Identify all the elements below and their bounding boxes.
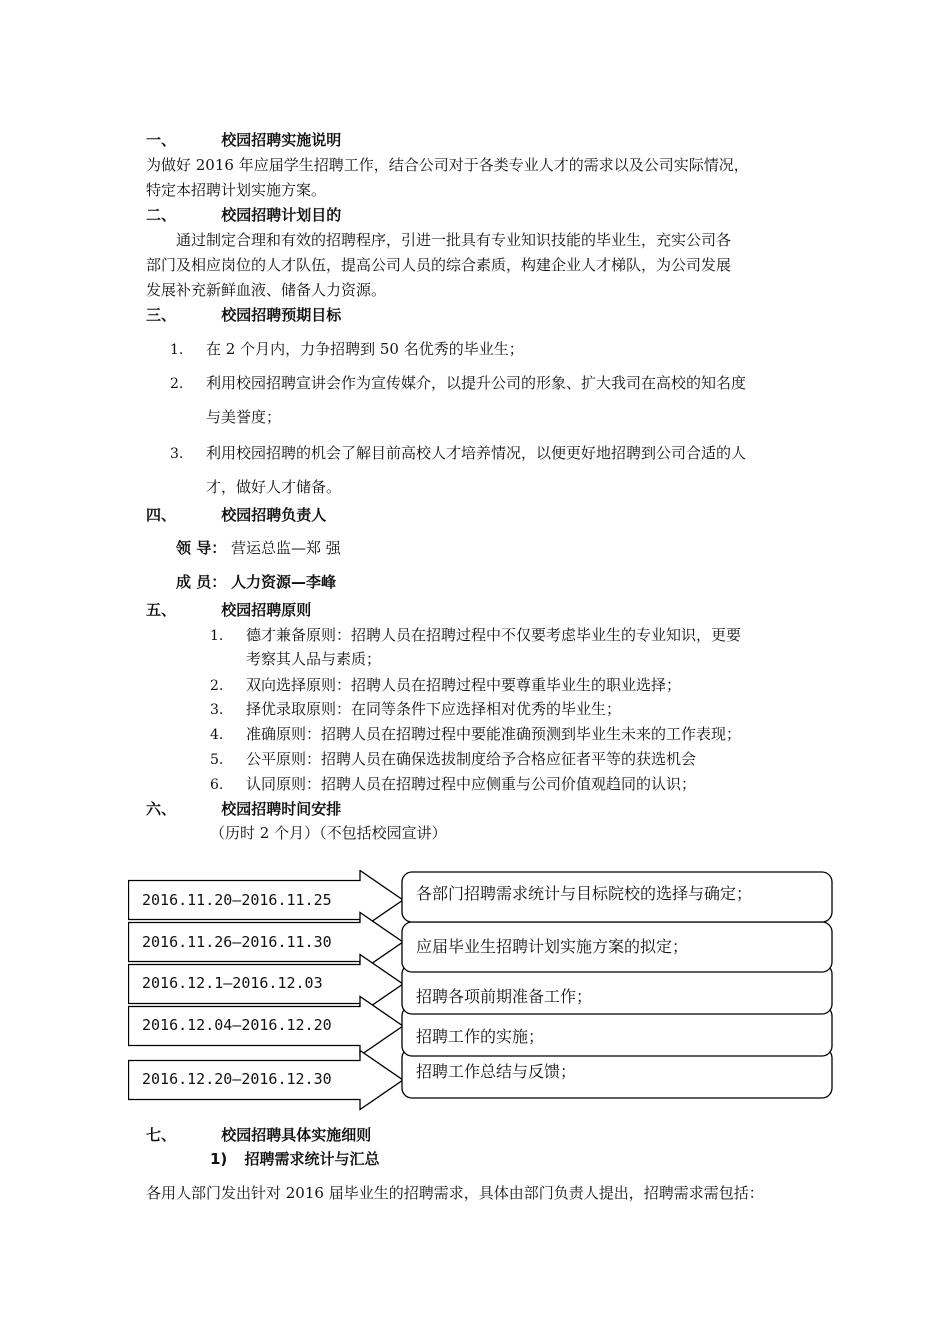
leader-value: 营运总监—郑 强 (231, 539, 341, 557)
list-number: 5. (210, 752, 224, 768)
list-item (170, 372, 746, 393)
section-6-heading (146, 798, 341, 819)
section-number: 五、 (146, 601, 177, 619)
schedule-period: 2016.12.04—2016.12.20 (142, 1016, 332, 1034)
list-item (210, 748, 696, 769)
list-number: 4. (210, 727, 224, 743)
section-number: 一、 (146, 131, 177, 149)
section-4-heading (146, 504, 326, 525)
list-text-continued: 才，做好人才储备。 (206, 478, 342, 496)
section-number: 二、 (146, 206, 177, 224)
list-text: 利用校园招聘的机会了解目前高校人才培养情况，以便更好地招聘到公司合适的人 (206, 444, 747, 462)
schedule-task: 各部门招聘需求统计与目标院校的选择与确定； (416, 884, 753, 903)
leader-line (176, 537, 341, 558)
paragraph: 各用人部门发出针对 2016 届毕业生的招聘需求，具体由部门负责人提出，招聘需求需包括： (146, 1184, 764, 1202)
paragraph: 通过制定合理和有效的招聘程序，引进一批具有专业知识技能的毕业生，充实公司各 (176, 231, 732, 249)
list-item (210, 674, 681, 695)
member-label: 成 员： (176, 573, 227, 591)
section-2-heading (146, 204, 341, 225)
section-title: 校园招聘预期目标 (221, 306, 342, 324)
list-number: 6. (210, 777, 224, 793)
section-title: 校园招聘原则 (221, 601, 312, 619)
list-item (210, 723, 741, 744)
list-text: 在 2 个月内，力争招聘到 50 名优秀的毕业生； (206, 340, 524, 358)
subsection-title: 招聘需求统计与汇总 (244, 1150, 380, 1168)
list-text: 准确原则：招聘人员在招聘过程中要能准确预测到毕业生未来的工作表现； (246, 725, 742, 743)
list-text-continued: 与美誉度； (206, 408, 282, 426)
section-7-heading (146, 1124, 371, 1145)
list-number: 3. (170, 446, 184, 462)
section-number: 六、 (146, 800, 177, 818)
list-text: 双向选择原则：招聘人员在招聘过程中要尊重毕业生的职业选择； (246, 676, 682, 694)
subsection-number: 1) (210, 1150, 228, 1168)
list-text: 公平原则：招聘人员在确保选拔制度给予合格应征者平等的获选机会 (246, 750, 697, 768)
section-title: 校园招聘负责人 (221, 506, 327, 524)
list-number: 3. (210, 702, 224, 718)
schedule-period: 2016.12.1—2016.12.03 (142, 974, 323, 992)
list-number: 2. (170, 376, 184, 392)
paragraph: 为做好 2016 年应届学生招聘工作，结合公司对于各类专业人才的需求以及公司实际情况， (146, 156, 749, 174)
schedule-task: 招聘工作总结与反馈； (416, 1062, 577, 1081)
schedule-period: 2016.11.20—2016.11.25 (142, 891, 332, 909)
schedule-period: 2016.12.20—2016.12.30 (142, 1070, 332, 1088)
schedule-task: 招聘各项前期准备工作； (416, 987, 593, 1006)
paragraph: 特定本招聘计划实施方案。 (146, 181, 327, 199)
list-item (170, 338, 524, 359)
section-title: 校园招聘具体实施细则 (221, 1126, 372, 1144)
section-title: 校园招聘计划目的 (221, 206, 342, 224)
section-title: 校园招聘实施说明 (221, 131, 342, 149)
paragraph: 部门及相应岗位的人才队伍，提高公司人员的综合素质，构建企业人才梯队，为公司发展 (146, 256, 732, 274)
list-number: 1. (210, 628, 224, 644)
section-1-heading (146, 129, 341, 150)
list-item (210, 624, 741, 645)
leader-label: 领 导： (176, 539, 227, 557)
section-3-heading (146, 304, 341, 325)
section-5-heading (146, 599, 311, 620)
list-text: 德才兼备原则：招聘人员在招聘过程中不仅要考虑毕业生的专业知识，更要 (246, 626, 742, 644)
schedule-period: 2016.11.26—2016.11.30 (142, 933, 332, 951)
list-item (210, 773, 696, 794)
list-text: 择优录取原则：在同等条件下应选择相对优秀的毕业生； (246, 700, 622, 718)
list-item (210, 698, 621, 719)
list-number: 1. (170, 342, 184, 358)
schedule-task: 招聘工作的实施； (416, 1027, 545, 1046)
list-item (170, 442, 746, 463)
list-text-continued: 考察其人品与素质； (246, 650, 382, 668)
schedule-task: 应届毕业生招聘计划实施方案的拟定； (416, 937, 689, 956)
list-number: 2. (210, 678, 224, 694)
section-number: 七、 (146, 1126, 177, 1144)
section-number: 四、 (146, 506, 177, 524)
schedule-diagram (128, 870, 838, 1115)
section-number: 三、 (146, 306, 177, 324)
paragraph: 发展补充新鲜血液、储备人力资源。 (146, 281, 387, 299)
section-title: 校园招聘时间安排 (221, 800, 342, 818)
member-line (176, 571, 336, 592)
list-text: 认同原则：招聘人员在招聘过程中应侧重与公司价值观趋同的认识； (246, 775, 697, 793)
member-value: 人力资源—李峰 (231, 573, 337, 591)
schedule-note: （历时 2 个月）（不包括校园宣讲） (210, 824, 447, 842)
list-text: 利用校园招聘宣讲会作为宣传媒介，以提升公司的形象、扩大我司在高校的知名度 (206, 374, 747, 392)
subsection-heading (210, 1148, 380, 1169)
